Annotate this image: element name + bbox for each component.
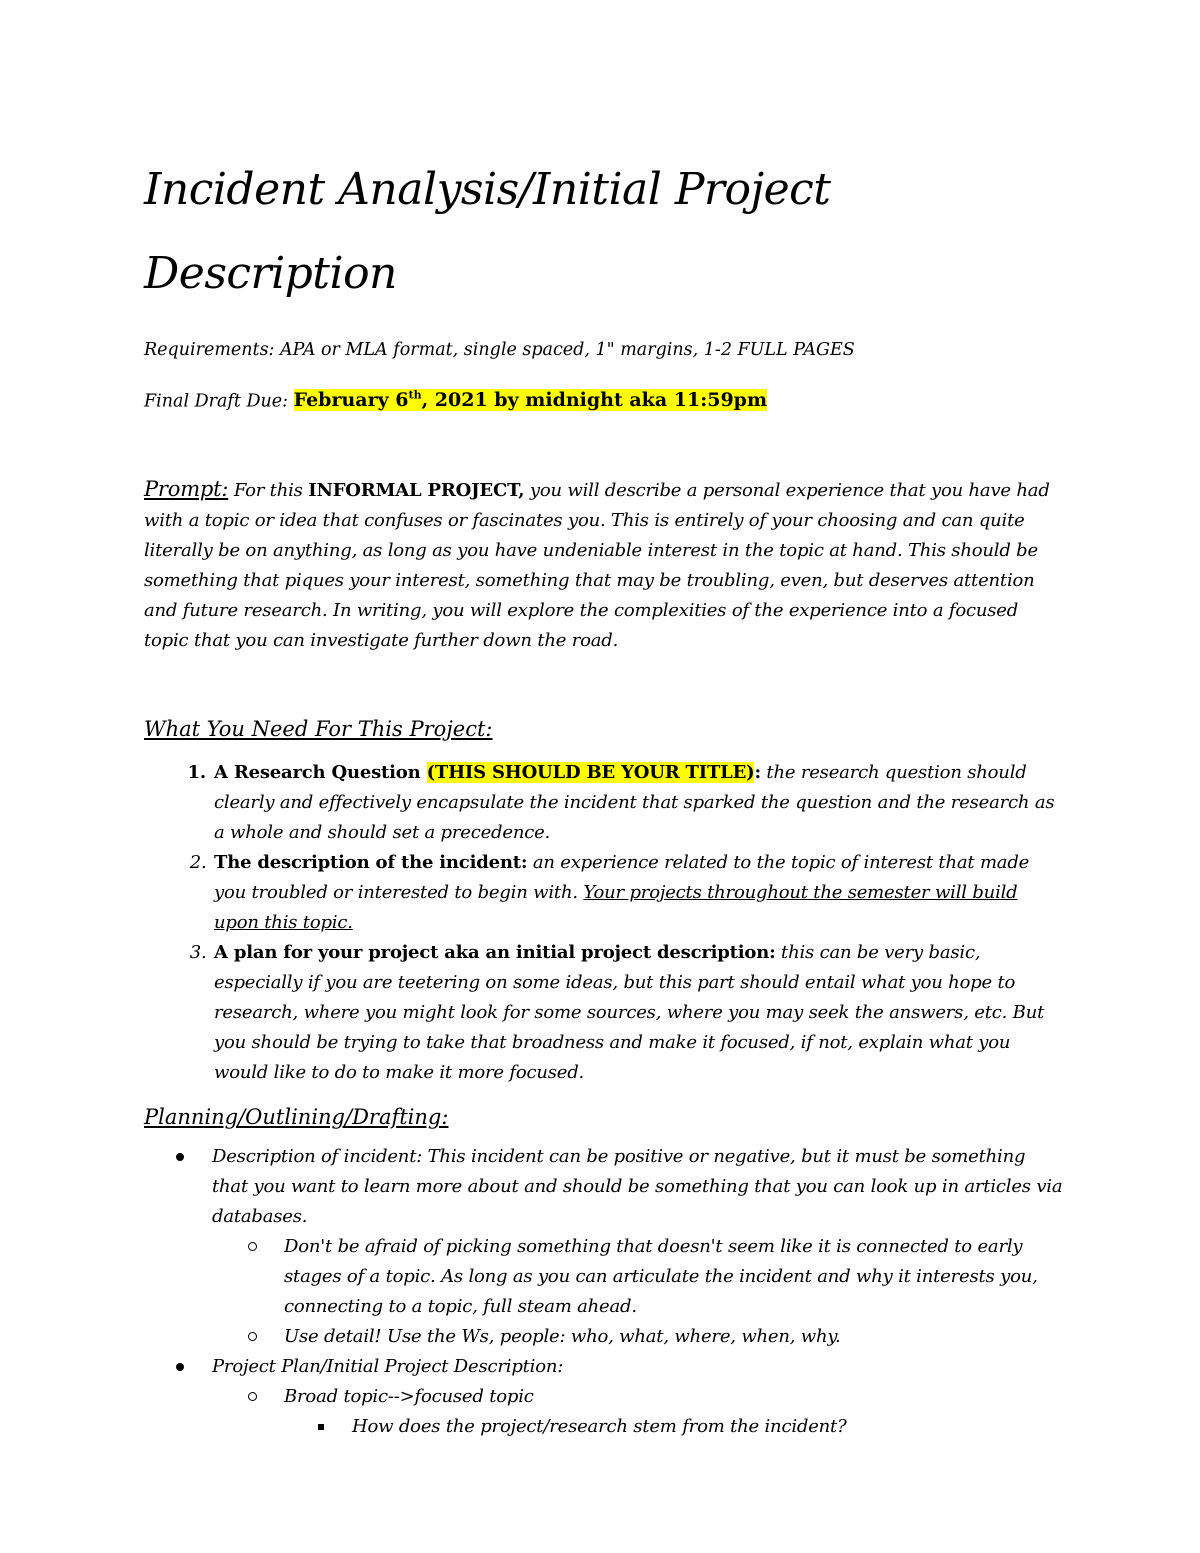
document-title: Incident Analysis/Initial Project Description <box>144 164 831 299</box>
sub-list <box>212 1232 1064 1352</box>
item-text: the research question should clearly and effectively encapsulate the incident that sparked the question and the research as a whole and should set a precedence. <box>214 762 1055 844</box>
due-date-sup: th <box>408 389 422 402</box>
item-text: an experience related to the topic of interest that made you troubled or interested to begin with. <box>214 852 1030 904</box>
item-bold: The description of the incident: <box>214 852 528 874</box>
item-colon: : <box>754 762 761 784</box>
list-item <box>212 1142 1064 1352</box>
due-date <box>294 389 767 411</box>
prompt-text: you will describe a personal experience that you have had with a topic or idea that confuses or fascinates you. This is entirely of your choosing and can quite literally be on anything, as long as you have undeniable interest in the topic at hand. This should be something that piques your interest, something that may be troubling, even, but deserves attention and future research. In writing, you will explore the complexities of the experience into a focused topic that you can investigate further down the road. <box>144 480 1050 652</box>
list-item <box>212 938 1064 1088</box>
due-label: Final Draft Due: <box>144 391 294 412</box>
list-item <box>212 848 1064 938</box>
list-item <box>212 758 1064 848</box>
bullet-text: Description of incident: This incident can be positive or negative, but it must be something that you want to learn more about and should be something that you can look up in articles via databases. <box>212 1146 1063 1228</box>
prompt-label: Prompt: <box>144 477 229 502</box>
prompt-bold: INFORMAL PROJECT, <box>308 480 525 502</box>
needs-list <box>144 758 1064 1088</box>
prompt-paragraph <box>144 474 1064 656</box>
requirements-line: Requirements: APA or MLA format, single spaced, 1" margins, 1-2 FULL PAGES <box>144 340 855 360</box>
sub-sub-list <box>284 1412 1064 1442</box>
planning-list <box>144 1142 1064 1442</box>
list-item <box>212 1352 1064 1442</box>
item-underline: Your projects throughout the semester will build upon this topic. <box>214 882 1018 934</box>
prompt-pre: For this <box>228 480 309 502</box>
sub-list <box>212 1382 1064 1442</box>
planning-heading: Planning/Outlining/Drafting: <box>144 1105 449 1130</box>
list-item <box>284 1322 1064 1352</box>
list-item <box>284 1232 1064 1322</box>
sub-bullet-text: Don't be afraid of picking something that doesn't seem like it is connected to early stages of a topic. As long as you can articulate the incident and why it interests you, connecting to a topic, full steam ahead. <box>284 1236 1038 1318</box>
list-item <box>352 1412 1064 1442</box>
bullet-text: Project Plan/Initial Project Description: <box>212 1356 564 1378</box>
list-item <box>284 1382 1064 1442</box>
due-date-post: , 2021 by midnight aka 11:59pm <box>421 389 768 412</box>
item-bold: A Research Question <box>214 762 427 784</box>
item-text: this can be very basic, especially if you are teetering on some ideas, but this part should entail what you hope to research, where you might look for some sources, where you may seek the answers, etc. But you should be trying to take that broadness and make it focused, if not, explain what you would like to do to make it more focused. <box>214 942 1045 1084</box>
sub-bullet-text: Use detail! Use the Ws, people: who, what, where, when, why. <box>284 1326 841 1348</box>
item-highlight: (THIS SHOULD BE YOUR TITLE) <box>426 762 755 784</box>
sub-sub-bullet-text: How does the project/research stem from the incident? <box>352 1416 847 1438</box>
item-bold: A plan for your project aka an initial project description: <box>214 942 776 964</box>
document-page <box>144 148 1064 1442</box>
needs-heading: What You Need For This Project: <box>144 717 493 742</box>
due-date-pre: February 6 <box>293 389 409 412</box>
sub-bullet-text: Broad topic-->focused topic <box>284 1386 534 1408</box>
due-line <box>144 384 1064 413</box>
